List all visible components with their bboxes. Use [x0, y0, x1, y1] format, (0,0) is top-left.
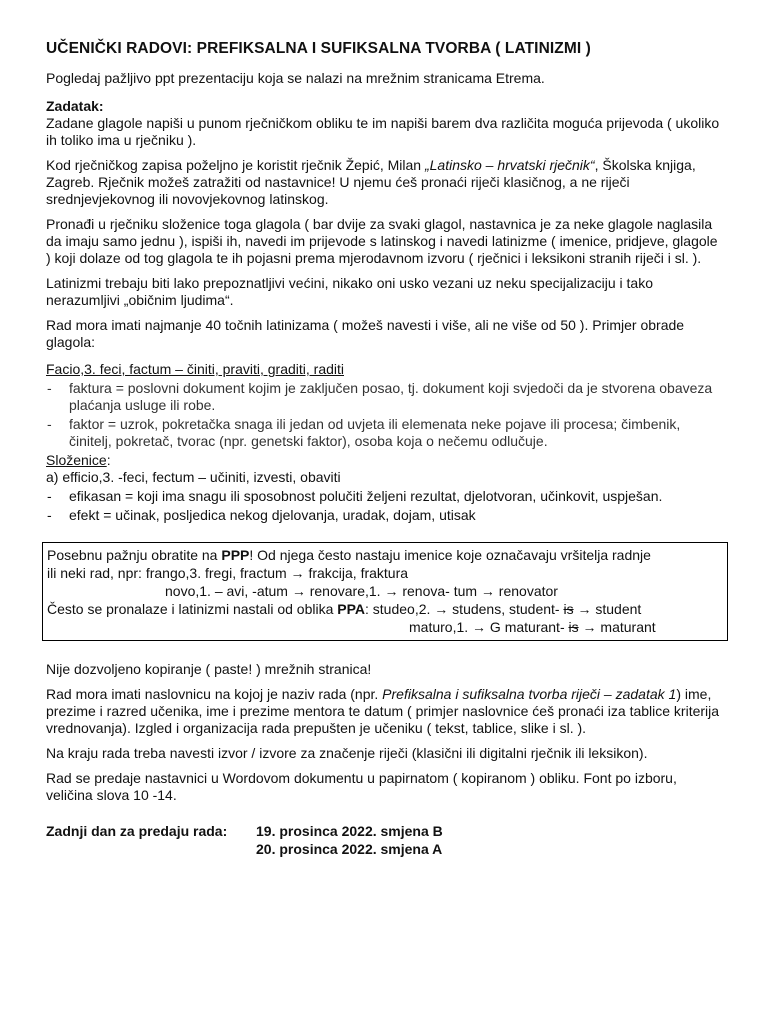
- list-item: - faktor = uzrok, pokretačka snaga ili jedan od uvjeta ili elemenata neke pojave ili procesa; čimbenik, činitelj, pokretač, tvorac (npr. genetski faktor), osoba koja o nečemu odlučuje.: [46, 416, 722, 450]
- document-title: UČENIČKI RADOVI: PREFIKSALNA I SUFIKSALNA TVORBA ( LATINIZMI ): [46, 40, 591, 57]
- intro-paragraph: Pogledaj pažljivo ppt prezentaciju koja se nalazi na mrežnim stranicama Etrema.: [46, 70, 545, 86]
- deadline-block: [46, 822, 722, 858]
- box-line: [47, 546, 721, 564]
- box-line: ili neki rad, npr: frango,3. fregi, fractum → frakcija, fraktura: [47, 565, 409, 581]
- ppp-term: PPP: [221, 547, 250, 563]
- struck-suffix: is: [563, 601, 574, 617]
- cover-example-title: Prefiksalna i sufiksalna tvorba riječi – zadatak 1: [382, 686, 677, 702]
- example-list: [46, 380, 722, 450]
- cover-paragraph: [46, 686, 722, 737]
- box-line: [47, 600, 721, 618]
- sources-paragraph: Na kraju rada treba navesti izvor / izvore za značenje riječi (klasični ili digitalni rječnik ili leksikon).: [46, 745, 648, 761]
- compounds-label: Složenice: [46, 452, 107, 468]
- notice-box: [42, 542, 728, 641]
- dictionary-text-after: , Školska knjiga, Zagreb. Rječnik možeš zatražiti od nastavnice! U njemu ćeš pronaći riječi klasičnog, a ne riječi srednjevjekovnog ili novovjekovnog latinskog.: [46, 157, 696, 207]
- dictionary-book-title: „Latinsko – hrvatski rječnik“: [424, 157, 595, 173]
- box-text: → student: [573, 601, 642, 617]
- ppa-term: PPA: [337, 601, 366, 617]
- deadline-label: Zadnji dan za predaju rada:: [46, 823, 228, 839]
- list-item: - faktura = poslovni dokument kojim je zaključen posao, tj. dokument koji svjedoči da je stvorena obaveza plaćanja usluge ili robe.: [46, 380, 722, 414]
- box-text: Često se pronalaze i latinizmi nastali od oblika: [47, 601, 338, 617]
- list-item: - efikasan = koji ima snagu ili sposobnost polučiti željeni rezultat, djelotvoran, učinkovit, uspješan.: [46, 488, 722, 505]
- box-text: ! Od njega često nastaju imenice koje označavaju vršitelja radnje: [249, 547, 651, 563]
- deadline-shift-a: 20. prosinca 2022. smjena A: [256, 841, 443, 857]
- compounds-colon: :: [106, 452, 111, 468]
- box-text: Posebnu pažnju obratite na: [47, 547, 222, 563]
- dictionary-paragraph: [46, 157, 722, 208]
- compounds-paragraph: Pronađi u rječniku složenice toga glagola ( bar dvije za svaki glagol, nastavnica je za neke glagole naglasila da imaju samo jednu ), ispiši ih, navedi im prijevode s latinskog i navedi latinizme ( imenice, pridjeve, glagole ) koji dolaze od tog glagola te ih pojasni prema mjerodavnom izvoru ( rječnici i leksikoni stranih riječi i sl. ).: [46, 216, 718, 266]
- count-paragraph: Rad mora imati najmanje 40 točnih latinizama ( možeš navesti i više, ali ne više od 50 ). Primjer obrade glagola:: [46, 317, 685, 350]
- no-copy-paragraph: Nije dozvoljeno kopiranje ( paste! ) mrežnih stranica!: [46, 661, 372, 677]
- cover-text: Rad mora imati naslovnicu na kojoj je naziv rada (npr.: [46, 686, 383, 702]
- struck-suffix: is: [568, 619, 579, 635]
- task-paragraph: Zadane glagole napiši u punom rječničkom obliku te im napiši barem dva različita moguća prijevoda ( ukoliko ih toliko ima u rječniku ).: [46, 115, 720, 148]
- box-line: novo,1. – avi, -atum → renovare,1. → renova- tum → renovator: [165, 583, 558, 599]
- box-line: [47, 618, 721, 636]
- compound-list: [46, 488, 722, 524]
- example-verb: Facio,3. feci, factum – činiti, praviti, graditi, raditi: [46, 361, 344, 377]
- box-text: : studeo,2. → studens, student-: [365, 601, 564, 617]
- deadline-shift-b: 19. prosinca 2022. smjena B: [256, 823, 443, 839]
- submission-paragraph: Rad se predaje nastavnici u Wordovom dokumentu u papirnatom ( kopiranom ) obliku. Font po izboru, veličina slova 10 -14.: [46, 770, 677, 803]
- dictionary-text-before: Kod rječničkog zapisa poželjno je koristit rječnik Žepić, Milan: [46, 157, 425, 173]
- recognizable-paragraph: Latinizmi trebaju biti lako prepoznatljivi većini, nikako oni usko vezani uz neku specijalizaciju i tako nerazumljivi „običnim ljudima“.: [46, 275, 653, 308]
- box-text: → maturant: [578, 619, 656, 635]
- list-item: - efekt = učinak, posljedica nekog djelovanja, uradak, dojam, utisak: [46, 507, 722, 524]
- task-label: Zadatak:: [46, 98, 104, 114]
- compound-verb: a) efficio,3. -feci, fectum – učiniti, izvesti, obaviti: [46, 469, 341, 485]
- cover-text: ) ime, prezime i razred učenika, ime i prezime mentora te datum ( primjer naslovnice ćeš pronaći iza tablice kriterija vrednovanja). Izgled i organizacija rada prepušten je učeniku ( tekst, tablice, slike i sl. ).: [46, 686, 720, 736]
- box-text: maturo,1. → G maturant-: [409, 619, 569, 635]
